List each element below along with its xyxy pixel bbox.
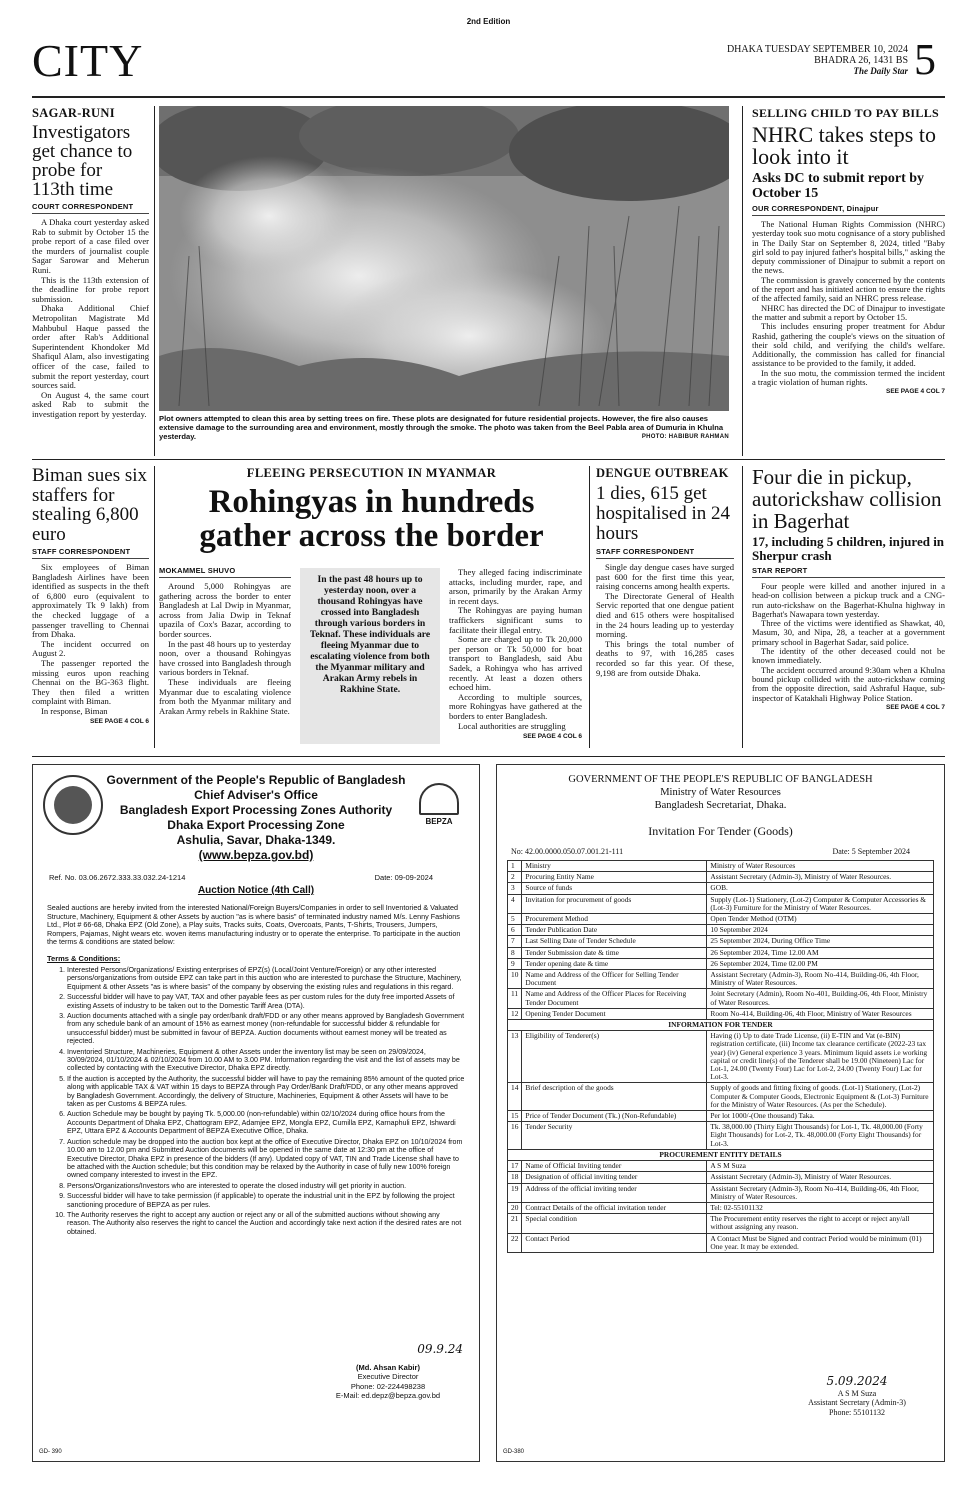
tender-row-value: A S M Suza	[707, 1161, 934, 1172]
bepza-term: 9. Successful bidder will have to take permission (if applicable) to operate the industrial unit in the EPZ by following the project sanctioning procedure of BEPZA as per rules.	[67, 1192, 465, 1209]
sagar-kicker: SAGAR-RUNI	[32, 106, 115, 120]
bagerhat-see-page: SEE PAGE 4 COL 7	[885, 703, 945, 711]
bepza-website[interactable]: (www.bepza.gov.bd)	[198, 848, 314, 862]
tender-row	[508, 914, 934, 925]
biman-para: In response, Biman	[41, 705, 108, 716]
tender-row	[508, 989, 934, 1008]
dateline: DHAKA TUESDAY SEPTEMBER 10, 2024	[726, 44, 908, 55]
tender-row-value: Tk. 38,000.00 (Thirty Eight Thousands) for Lot-1, Tk. 48,000.00 (Forty Eight Thousands) for Lot-2, Tk. 48,000.00 (Forty Eight Thousands) for Lot-3.	[707, 1122, 934, 1150]
bagerhat-headline: Four die in pickup, autorickshaw collision in Bagerhat	[752, 465, 942, 533]
tender-row	[508, 958, 934, 969]
rohingya-pullquote: In the past 48 hours up to yesterday noon, over a thousand Rohingyas have crossed into Bangladesh through various borders in Teknaf. These individuals are fleeing Myanmar due to escalating violence from both the Myanmar military and Arakan Army rebels in Rakhine State.	[300, 568, 440, 744]
tender-row-label: Procurement Method	[522, 914, 707, 925]
bepza-logo-icon	[419, 783, 459, 815]
bagerhat-article	[752, 466, 945, 711]
edition-label: 2nd Edition	[466, 17, 511, 26]
tender-row	[508, 1183, 934, 1202]
tender-row	[508, 1172, 934, 1183]
fire-photo-image	[159, 106, 729, 411]
bepza-line: Bangladesh Export Processing Zones Authority	[119, 803, 393, 817]
section-rule	[32, 459, 945, 460]
tender-row-no: 16	[508, 1122, 522, 1150]
tender-row-label: Source of funds	[522, 883, 707, 894]
bepza-designation: Executive Director	[357, 1372, 419, 1381]
tender-row-label: Tender Submission date & time	[522, 947, 707, 958]
tender-row-no: 20	[508, 1202, 522, 1213]
tender-row	[508, 947, 934, 958]
biman-body	[32, 563, 149, 717]
tender-proc-title: PROCUREMENT ENTITY DETAILS	[508, 1149, 934, 1160]
sagar-byline: COURT CORRESPONDENT	[32, 202, 149, 214]
biman-para: The incident occurred on August 2.	[32, 638, 149, 659]
rohingya-para: Around 5,000 Rohingyas are gathering across the border to enter Bangladesh at Lal Dwip in Myanmar, across from Jalia Dwip in Teknaf upazila of Cox's Bazar, according to border sources.	[159, 581, 291, 639]
tender-row	[508, 970, 934, 989]
tender-row-label: Name and Address of the Officer for Selling Tender Document	[522, 970, 707, 989]
biman-article	[32, 466, 149, 725]
tender-row-label: Procuring Entity Name	[522, 872, 707, 883]
sagar-para: This is the 113th extension of the deadline for probe report submission.	[32, 274, 149, 304]
nhrc-subhead: Asks DC to submit report by October 15	[752, 171, 925, 201]
nhrc-para: This includes ensuring proper treatment for Abdur Rashid, gathering the couple's views on the situation of their sold child, and verifying the child's welfare. Additionally, the commission has called for financial assistance to be provided to the family, it added.	[752, 321, 945, 369]
tender-row-no: 5	[508, 914, 522, 925]
bepza-term: 3. Auction documents attached with a single pay order/bank draft/FDD or any other means approved by Bangladesh Government from any schedule bank of an amount of 15% as earnest money (non-refundable for successful bidder & refundable for unsuccessful bidder) must be submitted in favour of BEPZA. Auction documents without earnest money will be treated as rejected.	[67, 1012, 465, 1046]
rohingya-kicker: FLEEING PERSECUTION IN MYANMAR	[246, 466, 497, 480]
col-divider	[589, 466, 590, 748]
bepza-terms-title: Terms & Conditions:	[47, 953, 121, 963]
tender-row	[508, 1214, 934, 1233]
tender-row	[508, 883, 934, 894]
dengue-kicker: DENGUE OUTBREAK	[596, 466, 729, 480]
tender-row-value: Assistant Secretary (Admin-3), Room No-414, Building-06, 4th Floor, Ministry of Water Resources.	[707, 970, 934, 989]
tender-row-value: Assistant Secretary (Admin-3), Room No-414, Building-06, 4th Floor, Ministry of Water Resources.	[707, 1183, 934, 1202]
tender-row	[508, 861, 934, 872]
bhadra-date: BHADRA 26, 1431 BS	[814, 55, 908, 66]
tender-date: Date: 5 September 2024	[832, 847, 910, 856]
rohingya-para: They alleged facing indiscriminate attacks, including murder, rape, and arson, primarily by the Arakan Army in recent days.	[449, 567, 582, 606]
tender-line: GOVERNMENT OF THE PEOPLE'S REPUBLIC OF BANGLADESH	[568, 774, 873, 785]
sagar-article	[32, 106, 149, 419]
bepza-line: Ashulia, Savar, Dhaka-1349.	[176, 833, 336, 847]
bepza-term: 1. Interested Persons/Organizations/ Existing enterprises of EPZ(s) (Local/Joint Venture/Foreign) or any other interested persons/organizations from outside EPZ can take part in this auction who are interested to purchase the Structure, Machinery, Equipment & other Assets "as is where basis" of the company by observing the existing rules and regulations in this regard.	[67, 966, 465, 991]
tender-row-value: Assistant Secretary (Admin-3), Ministry of Water Resources.	[707, 872, 934, 883]
nhrc-body	[752, 220, 945, 387]
bepza-ref: Ref. No. 03.06.2672.333.33.032.24-1214	[49, 873, 186, 882]
tender-title: Invitation For Tender (Goods)	[648, 824, 793, 838]
bepza-term: 8. Persons/Organizations/Investors who are interested to operate the closed industry will get priority in auction.	[67, 1182, 465, 1190]
tender-row	[508, 1031, 934, 1083]
tender-row-no: 10	[508, 970, 522, 989]
sagar-para: On August 4, the same court asked Rab to submit the investigation report by yesterday.	[32, 389, 149, 419]
bepza-term: 10. The Authority reserves the right to accept any auction or reject any or all of the submitted auctions without showing any reason. The Authority also reserves the right to cancel the Auction and accordingly take next action if the desired rates are not obtained.	[67, 1211, 465, 1236]
tender-row-no: 7	[508, 936, 522, 947]
tender-row-no: 2	[508, 872, 522, 883]
tender-signature-block	[777, 1374, 937, 1417]
bepza-date: Date: 09-09-2024	[374, 873, 433, 882]
tender-row-value: Having (i) Up to date Trade License, (ii) E-TIN and Vat (e-BIN) registration certificate, (iii) Income tax clearance certificate (2022-23 tax year) (iv) General experience 3 years. Minimum liquid assets i.e working capital or credit line(s) of the Tenderer shall be 19.00 (Nineteen) Lac for Lot-1, 24.00 (Twenty Four) Lac for Lot-2, 24.00 (Twenty Four) Lac for Lot-3.	[707, 1031, 934, 1083]
tender-row	[508, 1202, 934, 1213]
rohingya-col3	[449, 568, 582, 742]
tender-row-label: Invitation for procurement of goods	[522, 894, 707, 913]
rohingya-para: Some are charged up to Tk 20,000 per person or Tk 50,000 for boat transport to Bangladesh, said Abu Sadek, a Rohingya who has arrived recently. At least a dozen others echoed him.	[449, 634, 582, 693]
tender-row	[508, 1122, 934, 1150]
bepza-line: Government of the People's Republic of Bangladesh	[106, 773, 406, 787]
rohingya-article	[159, 466, 584, 553]
biman-para: The passenger reported the missing euros upon reaching Chennai on the BG-363 flight. They then filed a written complaint with Biman.	[32, 657, 149, 707]
tender-row-no: 17	[508, 1161, 522, 1172]
tender-row-value: Assistant Secretary (Admin-3), Ministry of Water Resources.	[707, 1172, 934, 1183]
tender-row-no: 8	[508, 947, 522, 958]
bepza-terms-list	[67, 966, 465, 1236]
bepza-email[interactable]: E-Mail: ed.depz@bepza.gov.bd	[335, 1391, 441, 1400]
section-title: CITY	[32, 35, 144, 86]
tender-row-no: 15	[508, 1111, 522, 1122]
bagerhat-byline: STAR REPORT	[752, 566, 945, 578]
dengue-body	[596, 563, 734, 678]
tender-row-no: 13	[508, 1031, 522, 1083]
bepza-signature: 09.9.24	[417, 1342, 463, 1356]
tender-row-no: 1	[508, 861, 522, 872]
bepza-signer: (Md. Ahsan Kabir)	[356, 1362, 420, 1372]
rohingya-para: In the past 48 hours up to yesterday noon, over a thousand Rohingyas have crossed into Bangladesh through various borders in Teknaf.	[159, 638, 291, 678]
page-number: 5	[914, 35, 936, 84]
tender-row-no: 14	[508, 1083, 522, 1111]
rohingya-byline: MOKAMMEL SHUVO	[159, 566, 291, 578]
tender-row-label: Contact Period	[522, 1233, 707, 1252]
tender-row-value: Supply (Lot-1) Stationery, (Lot-2) Computer & Computer Accessories & (Lot-3) Furniture for the Ministry of Water Resources.	[707, 894, 934, 913]
tender-row-label: Name and Address of the Officer Places for Receiving Tender Document	[522, 989, 707, 1008]
tender-row-no: 19	[508, 1183, 522, 1202]
biman-see-page: SEE PAGE 4 COL 6	[89, 717, 149, 725]
tender-row-value: Joint Secretary (Admin), Room No-401, Building-06, 4th Floor, Ministry of Water Resources.	[707, 989, 934, 1008]
tender-info-title: INFORMATION FOR TENDER	[508, 1020, 934, 1031]
dateline-block	[640, 44, 908, 77]
tender-row	[508, 1111, 934, 1122]
tender-signer: A S M Suza	[837, 1388, 877, 1398]
nhrc-para: The commission is gravely concerned by the contents of the report and has initiated action to ensure the rights of the affected family, said an NHRC press release.	[752, 274, 945, 304]
col-divider	[154, 106, 155, 456]
tender-designation: Assistant Secretary (Admin-3)	[808, 1398, 906, 1407]
bagerhat-para: The accident occurred around 9:30am when a Khulna bound pickup collided with the auto-rickshaw coming from the opposite direction, said Ashraful Haque, sub-inspector of Katakhali Highway Police Station.	[752, 664, 945, 703]
tender-row-label: Contract Details of the official invitation tender	[522, 1202, 707, 1213]
bepza-logo	[411, 783, 467, 826]
tender-row	[508, 936, 934, 947]
rohingya-para: These individuals are fleeing Myanmar due to escalating violence from both the Myanmar military and Arakan Army rebels in Rakhine State.	[159, 676, 291, 716]
tender-row-no: 4	[508, 894, 522, 913]
bepza-line: Chief Adviser's Office	[194, 788, 318, 802]
tender-row-value: 10 September 2024	[707, 925, 934, 936]
tender-row-no: 9	[508, 958, 522, 969]
sagar-para: A Dhaka court yesterday asked Rab to submit by October 15 the probe report of a case filed over the murders of journalist couple Sagar Sarowar and Meherun Runi.	[32, 217, 149, 275]
bepza-intro: Sealed auctions are hereby invited from the interested National/Foreign Buyers/Companies in order to sell Inventoried & Valuated Structure, Machinery, Equipment & other Assets by auction "as is where basis" of terminated industry named M/s. Lenny Fashions Ltd., Plot # 66-68, Dhaka EPZ (Old Zone), a Play suits, Tracks suits, Coats, Overcoats, Pants, T-Shirts, Trousers, Jumpers, Rompers, Pajamas, Night wears etc. woven items manufacturing industry or to operate the enterprise. To participate in the auction the terms & conditions are stated below:	[47, 903, 461, 947]
tender-row-value: Supply of goods and fitting fixing of goods. (Lot-1) Stationery, (Lot-2) Computer & Computer Goods, Electronic Equipment & (Lot-3) Furniture for the Ministry of Water Resources. (As per the Schedule).	[707, 1083, 934, 1111]
tender-row-value: GOB.	[707, 883, 934, 894]
nhrc-para: In the suo motu, the commission termed the incident a tragic violation of human rights.	[752, 367, 945, 388]
dengue-article	[596, 466, 734, 678]
bagerhat-para: The identity of the other deceased could not be known immediately.	[752, 646, 945, 666]
tender-row-no: 22	[508, 1233, 522, 1252]
tender-phone: Phone: 55101132	[829, 1407, 885, 1417]
bagerhat-body	[752, 582, 945, 703]
tender-row	[508, 925, 934, 936]
tender-row-value: 25 September 2024, During Office Time	[707, 936, 934, 947]
nhrc-para: The National Human Rights Commission (NHRC) yesterday took suo motu cognisance of a story published in The Daily Star on September 8, 2024, titled "Baby girl sold to pay injured father's hospital bills," asking the deputy commissioner of Dinajpur to submit a report on the news.	[752, 219, 945, 276]
paper-logo: The Daily Star	[853, 66, 908, 76]
bepza-term: 4. Inventoried Structure, Machineries, Equipment & other Assets under the inventory list may be seen on 29/09/2024, 30/09/2024, 01/10/2024 & 02/10/2024 from 10.00 AM to 3.00 PM. Information regarding the visit and the list of assets may be collected by contacting with the Executive Director, Dhaka EPZ directly.	[67, 1048, 465, 1073]
masthead-rule	[32, 96, 945, 98]
tender-row-label: Name of Official Inviting tender	[522, 1161, 707, 1172]
tender-row	[508, 1008, 934, 1019]
nhrc-para: NHRC has directed the DC of Dinajpur to investigate the matter and submit a report by October 15.	[752, 302, 945, 322]
col-divider	[742, 106, 743, 456]
rohingya-col1	[159, 582, 291, 716]
photo-caption-text: Plot owners attempted to clean this area by setting trees on fire. These plots are designated for future residential projects. However, the fire also causes extensive damage to the surrounding area and environment, mostly through the smoke. The photo was taken from the Beel Pabla area of Dumuria in Khulna yesterday.	[159, 414, 724, 441]
tender-ref-row	[507, 847, 934, 856]
tender-row	[508, 1233, 934, 1252]
tender-line: Ministry of Water Resources	[660, 787, 781, 798]
col-divider	[742, 466, 743, 748]
dengue-headline: 1 dies, 615 get hospitalised in 24 hours	[596, 483, 731, 544]
tender-row-label: Tender Publication Date	[522, 925, 707, 936]
tender-header	[507, 773, 934, 812]
nhrc-byline: OUR CORRESPONDENT, Dinajpur	[752, 204, 945, 216]
fire-photo	[159, 106, 729, 411]
rohingya-para: According to multiple sources, more Rohingyas have gathered at the borders to enter Bangladesh.	[449, 691, 582, 721]
tender-row-no: 12	[508, 1008, 522, 1019]
tender-row	[508, 1083, 934, 1111]
nhrc-see-page: SEE PAGE 4 COL 7	[885, 388, 945, 396]
bagerhat-para: Three of the victims were identified as Shawkat, 40, Masum, 30, and Nipa, 28, a teacher at a government primary school in Bagerhat Sadar, said police.	[752, 618, 945, 647]
tender-line: Bangladesh Secretariat, Dhaka.	[654, 800, 787, 811]
rohingya-headline: Rohingyas in hundreds gather across the border	[199, 484, 544, 554]
tender-signature: 5.09.2024	[826, 1374, 888, 1388]
nhrc-article	[752, 106, 945, 395]
rohingya-see-page: SEE PAGE 4 COL 6	[522, 733, 582, 741]
col-divider	[154, 466, 155, 748]
rohingya-para: The Rohingyas are paying human traffickers significant sums to facilitate their illegal entry.	[449, 605, 582, 635]
tender-table	[507, 860, 934, 1253]
sagar-para: Dhaka Additional Chief Metropolitan Magistrate Md Mahbubul Haque passed the order after Rab's Additional Superintendent Khondoker Md Shafiqul Alam, also investigating officer of the case, failed to submit the report yesterday, court sources said.	[32, 303, 149, 391]
dengue-para: The Directorate General of Health Servic reported that one dengue patient died and 615 others were hospitalised in the 24 hours leading up to yesterday morning.	[596, 590, 734, 640]
tender-row-no: 21	[508, 1214, 522, 1233]
bepza-ref-row	[43, 873, 469, 882]
tender-row-label: Special condition	[522, 1214, 707, 1233]
tender-row-value: A Contact Must be Signed and contract Period would be minimum (01) One year. It may be extended.	[707, 1233, 934, 1252]
bepza-logo-text: BEPZA	[425, 817, 453, 826]
bepza-term: 5. If the auction is accepted by the Authority, the successful bidder will have to pay the remaining 85% amount of the quoted price along with applicable TAX & VAT within 15 days to BEPZA through Pay Order/Bank Draft/FDD, or any other means approved by Bangladesh Government. Accordingly, the delivery of Structure, Machineries, Equipment & other Assets will have to be taken as per Customs & BEPZA rules.	[67, 1075, 465, 1109]
dengue-para: This brings the total number of deaths to 97, with 16,285 cases recorded so far this year. Of these, 9,198 are from outside Dhaka.	[596, 638, 734, 678]
tender-row-label: Last Selling Date of Tender Schedule	[522, 936, 707, 947]
tender-row-label: Tender Security	[522, 1122, 707, 1150]
tender-row-value: 26 September 2024, Time 02.00 PM	[707, 958, 934, 969]
rohingya-para: Local authorities are struggling	[458, 720, 566, 731]
tender-row-label: Designation of official inviting tender	[522, 1172, 707, 1183]
tender-row-no: 3	[508, 883, 522, 894]
tender-row-value: 26 September 2024, Time 12.00 AM	[707, 947, 934, 958]
tender-row-label: Brief description of the goods	[522, 1083, 707, 1111]
tender-row-no: 11	[508, 989, 522, 1008]
bepza-title: Auction Notice (4th Call)	[197, 885, 315, 896]
bepza-term: 2. Successful bidder will have to pay VAT, TAX and other payable fees as per custom rules for the duty free imported Assets of existing Assets of industry to be taken out to the Domestic Tariff Area (DTA).	[67, 993, 465, 1010]
sagar-body	[32, 218, 149, 419]
photo-caption	[159, 415, 729, 441]
tender-row-label: Tender opening date & time	[522, 958, 707, 969]
tender-row-value: Ministry of Water Resources	[707, 861, 934, 872]
tender-row-label: Eligibility of Tenderer(s)	[522, 1031, 707, 1083]
tender-row-label: Address of the official inviting tender	[522, 1183, 707, 1202]
bepza-header	[43, 773, 469, 863]
bepza-signature-block	[303, 1342, 473, 1401]
tender-row-value: Per lot 1000/-(One thousand) Taka.	[707, 1111, 934, 1122]
government-seal-icon	[43, 775, 103, 835]
tender-gd: GD-380	[503, 1449, 525, 1455]
tender-row-no: 18	[508, 1172, 522, 1183]
dengue-para: Single day dengue cases have surged past 600 for the first time this year, raising concerns among health experts.	[596, 562, 734, 592]
tender-row-value: Room No-414, Building-06, 4th Floor, Ministry of Water Resources	[707, 1008, 934, 1019]
sagar-headline: Investigators get chance to probe for 113th time	[32, 122, 133, 200]
tender-row	[508, 894, 934, 913]
bepza-gd: GD- 390	[39, 1449, 62, 1455]
section-rule	[32, 756, 945, 757]
bepza-line: Dhaka Export Processing Zone	[167, 818, 345, 832]
tender-row	[508, 1161, 934, 1172]
bepza-phone: Phone: 02-224498238	[350, 1381, 426, 1391]
tender-row	[508, 872, 934, 883]
tender-row-label: Ministry	[522, 861, 707, 872]
bepza-term: 6. Auction Schedule may be bought by paying Tk. 5,000.00 (non-refundable) within 02/10/2024 during office hours from the Accounts Department of Dhaka EPZ, Chattogram EPZ, Adamjee EPZ, Mongla EPZ, Cumilla EPZ, Karnaphuli EPZ, Ishwardi EPZ, Uttara EPZ & Accounts Department of BEPZA Executive Office, Dhaka.	[67, 1110, 465, 1135]
tender-row-value: Tel: 02-55101132	[707, 1202, 934, 1213]
bagerhat-para: Four people were killed and another injured in a head-on collision between a pickup truck and a CNG-run auto-rickshaw on the Bagerhat-Khulna highway in Bagerhat's Nawapara town yesterday.	[752, 581, 945, 619]
biman-para: Six employees of Biman Bangladesh Airlines have been identified as suspects in the theft of 6,800 euro (equivalent to approximately Tk 9 lakh) from the checked luggage of a passenger travelling to Chennai from Dhaka.	[32, 562, 149, 640]
tender-row-label: Opening Tender Document	[522, 1008, 707, 1019]
nhrc-headline: NHRC takes steps to look into it	[752, 122, 936, 169]
nhrc-kicker: SELLING CHILD TO PAY BILLS	[752, 106, 939, 120]
bepza-auction-notice	[32, 764, 480, 1462]
biman-byline: STAFF CORRESPONDENT	[32, 547, 149, 559]
photo-credit: PHOTO: HABIBUR RAHMAN	[641, 433, 729, 440]
biman-headline: Biman sues six staffers for stealing 6,800 euro	[32, 465, 148, 545]
tender-row-value: The Procurement entity reserves the right to accept or reject any/all without assigning any reason.	[707, 1214, 934, 1233]
bepza-term: 7. Auction schedule may be dropped into the auction box kept at the office of Executive Director, Dhaka EPZ on 10/10/2024 from 10.00 am to 12.00 pm and Submitted Auction documents will be opened in the same date at 12:30 pm at the office of Executive Director, Dhaka EPZ in presence of the bidders (If any). Updated copy of VAT, TIN and Trade License shall have to be attached with the Auction schedule; but this condition may be relaxed by the Authority in case of fully new 100% foreign owned company interested to invest in the EPZ.	[67, 1138, 465, 1180]
tender-row-label: Price of Tender Document (Tk.) (Non-Refundable)	[522, 1111, 707, 1122]
tender-row-value: Open Tender Method (OTM)	[707, 914, 934, 925]
tender-notice	[496, 764, 945, 1462]
bagerhat-subhead: 17, including 5 children, injured in Sherpur crash	[752, 534, 945, 563]
tender-row-no: 6	[508, 925, 522, 936]
tender-no: No: 42.00.0000.050.07.001.21-111	[511, 847, 624, 856]
dengue-byline: STAFF CORRESPONDENT	[596, 547, 734, 559]
